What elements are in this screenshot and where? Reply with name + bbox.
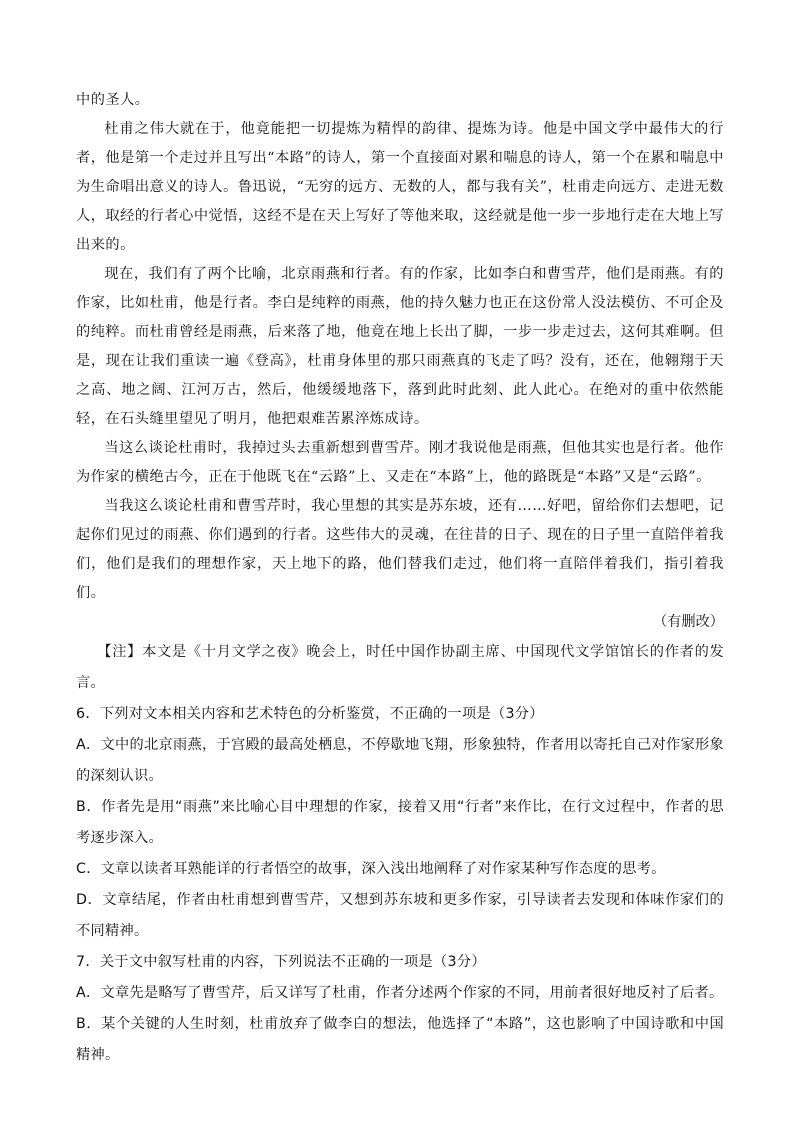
article-footnote: 【注】本文是《十月文学之夜》晚会上，时任中国作协副主席、中国现代文学馆馆长的作者的发言。: [76, 644, 724, 691]
question-6-option-d: D．文章结尾，作者由杜甫想到曹雪芹，又想到苏东坡和更多作家，引导读者去发现和体味作家们的不同精神。: [76, 892, 724, 939]
question-6-option-b: B．作者先是用“雨燕”来比喻心目中理想的作家，接着又用“行者”来作比，在行文过程中，作者的思考逐步深入。: [76, 799, 724, 846]
paragraph-dufu-greatness: 杜甫之伟大就在于，他竟能把一切提炼为精悍的韵律、提炼为诗。他是中国文学中最伟大的行者，他是第一个走过并且写出“本路”的诗人，第一个直接面对累和喘息的诗人，第一个在累和喘息中为生命唱出意义的诗人。鲁迅说，“无穷的远方、无数的人，都与我有关”，杜甫走向远方、走进无数人，取经的行者心中觉悟，这经不是在天上写好了等他来取，这经就是他一步一步地行走在大地上写出来的。: [76, 121, 724, 253]
question-6-option-a: A．文中的北京雨燕，于宫殿的最高处栖息，不停歇地飞翔，形象独特，作者用以寄托自己对作家形象的深刻认识。: [76, 737, 724, 784]
question-7-option-a: A．文章先是略写了曹雪芹，后又详写了杜甫，作者分述两个作家的不同，用前者很好地反衬了后者。: [76, 985, 724, 1001]
paragraph-cao-xueqin: 当这么谈论杜甫时，我掉过头去重新想到曹雪芹。刚才我说他是雨燕，但他其实也是行者。他作为作家的横绝古今，正在于他既飞在“云路”上、又走在“本路”上，他的路既是“本路”又是“云路”。: [76, 440, 724, 485]
paragraph-two-metaphors: 现在，我们有了两个比喻，北京雨燕和行者。有的作家，比如李白和曹雪芹，他们是雨燕。有的作家，比如杜甫，他是行者。李白是纯粹的雨燕，他的持久魅力也正在这份常人没法模仿、不可企及的纯粹。而杜甫曾经是雨燕，后来落了地，他竟在地上长出了脚，一步一步走过去，这何其难啊。但是，现在让我们重读一遍《登高》，杜甫身体里的那只雨燕真的飞走了吗？没有，还在，他翱翔于天之高、地之阔、江河万古，然后，他缓缓地落下，落到此时此刻、此人此心。在绝对的重中依然能轻，在石头缝里望见了明月，他把艰难苦累淬炼成诗。: [76, 266, 724, 427]
question-7-stem: 7．关于文中叙写杜甫的内容，下列说法不正确的一项是（3分）: [76, 954, 486, 970]
paragraph-continuation: 中的圣人。: [76, 92, 150, 108]
question-6-option-c: C．文章以读者耳熟能详的行者悟空的故事，深入浅出地阐释了对作家某种写作态度的思考。: [76, 861, 666, 877]
source-note: （有删改）: [653, 614, 724, 630]
paragraph-conclusion: 当我这么谈论杜甫和曹雪芹时，我心里想的其实是苏东坡，还有……好吧，留给你们去想吧，记起你们见过的雨燕、你们遇到的行者。这些伟大的灵魂，在往昔的日子、现在的日子里一直陪伴着我们，他们是我们的理想作家，天上地下的路，他们替我们走过，他们将一直陪伴着我们，指引着我们。: [76, 498, 724, 601]
question-7-option-b: B．某个关键的人生时刻，杜甫放弃了做李白的想法，他选择了“本路”，这也影响了中国诗歌和中国精神。: [76, 1016, 724, 1063]
question-6-stem: 6．下列对文本相关内容和艺术特色的分析鉴赏，不正确的一项是（3分）: [76, 706, 544, 722]
